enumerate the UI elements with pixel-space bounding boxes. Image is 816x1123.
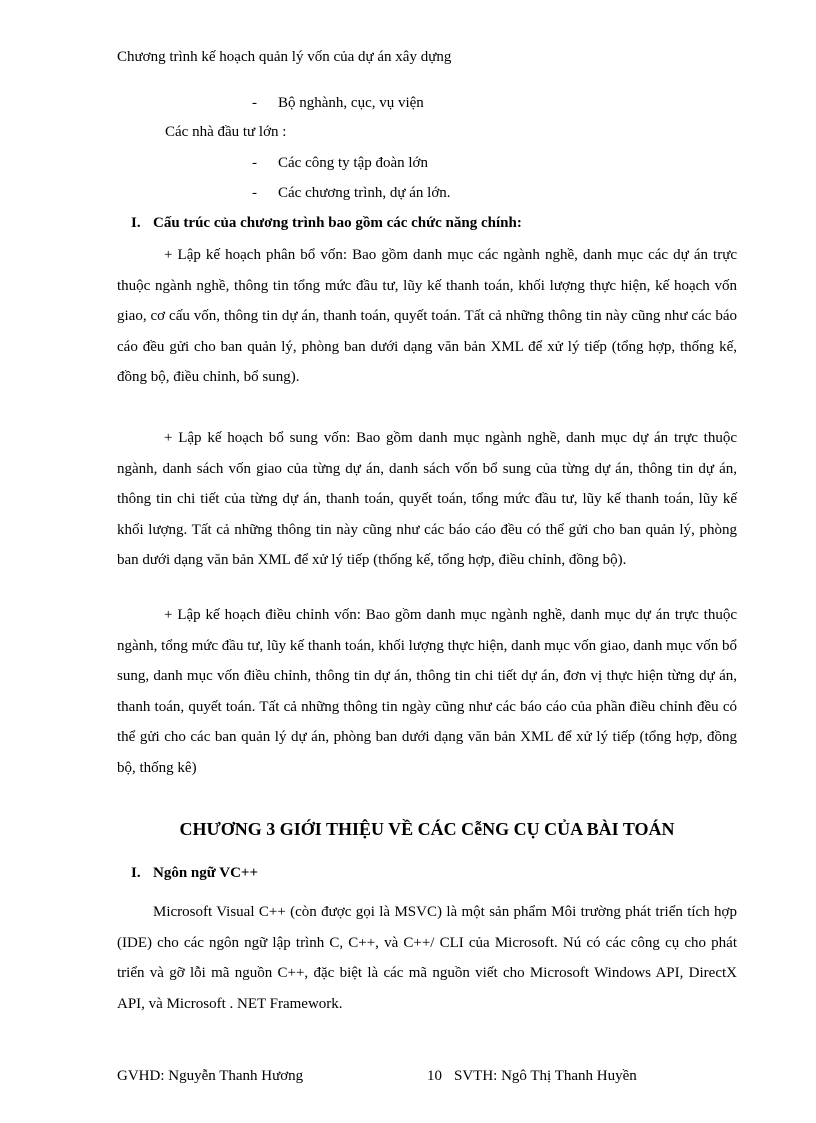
paragraph-text: + Lập kế hoạch phân bổ vốn: Bao gồm danh mục các ngành nghề, danh mục các dự án trực thuộc ngành nghề, thông tin tổng mức đầu tư, lũy kế thanh toán, khối lượng thực hiện, kế hoạch vốn giao, cơ cấu vốn, thông tin dự án, thanh toán, quyết toán. Tất cả những thông tin này cũng như các báo cáo đều gửi cho ban quản lý, phòng ban dưới dạng văn bản XML để xử lý tiếp (tổng hợp, thống kế, đồng bộ, điều chỉnh, bổ sung). (117, 247, 737, 385)
footer-supervisor: GVHD: Nguyễn Thanh Hương (117, 1068, 304, 1084)
page-number: 10 (427, 1068, 442, 1084)
footer-right (427, 1068, 637, 1085)
list-dash: - (252, 155, 257, 171)
list-item-text: Các chương trình, dự án lớn. (278, 185, 451, 201)
section-heading (131, 865, 258, 882)
list-item (252, 155, 428, 172)
paragraph (117, 423, 737, 576)
paragraph (117, 897, 737, 1019)
section-title: Ngôn ngữ VC++ (153, 865, 259, 881)
chapter-title: CHƯƠNG 3 GIỚI THIỆU VỀ CÁC CễNG CỤ CỦA BÀI TOÁN (179, 819, 675, 839)
section-number: I. (131, 215, 141, 231)
list-dash: - (252, 95, 257, 111)
paragraph-text: Microsoft Visual C++ (còn được gọi là MSVC) là một sản phẩm Môi trường phát triển tích hợp (IDE) cho các ngôn ngữ lập trình C, C++, và C++/ CLI của Microsoft. Nú có các công cụ cho phát triển và gỡ lỗi mã nguồn C++, đặc biệt là các mã nguồn viết cho Microsoft Windows API, DirectX API, và Microsoft . NET Framework. (117, 904, 737, 1012)
section-title: Cấu trúc của chương trình bao gồm các chức năng chính: (153, 215, 522, 231)
list-dash: - (252, 185, 257, 201)
list-item-text: Các công ty tập đoàn lớn (278, 155, 428, 171)
footer-student: SVTH: Ngô Thị Thanh Huyền (454, 1068, 637, 1084)
paragraph (117, 600, 737, 783)
page-header-title: Chương trình kế hoạch quản lý vốn của dự án xây dựng (117, 49, 452, 65)
paragraph (117, 240, 737, 393)
list-item (252, 95, 424, 112)
paragraph-text: + Lập kế hoạch điều chỉnh vốn: Bao gồm danh mục ngành nghề, danh mục dự án trực thuộc ngành, tổng mức đầu tư, lũy kế thanh toán, khối lượng thực hiện, danh mục vốn giao, danh mục vốn bổ sung, danh mục vốn điều chỉnh, thông tin dự án, thông tin chi tiết dự án, đơn vị thực hiện từng dự án, thanh toán, quyết toán. Tất cả những thông tin ngày cũng như các báo cáo của phần điều chỉnh đều có thể gửi cho các ban quản lý dự án, phòng ban dưới dạng văn bản XML để xử lý tiếp (tổng hợp, đồng bộ, thống kê) (117, 607, 737, 776)
paragraph-text: + Lập kế hoạch bổ sung vốn: Bao gồm danh mục ngành nghề, danh mục dự án trực thuộc ngành, danh sách vốn giao của từng dự án, danh sách vốn bổ sung của từng dự án, thông tin dự án, thông tin chi tiết của từng dự án, thanh toán, quyết toán, tổng mức đầu tư, lũy kế thanh toán, lũy kế khối lượng. Tất cả những thông tin này cũng như các báo cáo đều có thể gửi cho ban quản lý, phòng ban dưới dạng văn bản XML để xử lý tiếp (thống kế, tổng hợp, điều chỉnh, đồng bộ). (117, 430, 737, 568)
section-heading (131, 215, 522, 232)
list-item (252, 185, 451, 202)
investors-label: Các nhà đầu tư lớn : (165, 124, 287, 140)
list-item-text: Bộ nghành, cục, vụ viện (278, 95, 424, 111)
section-number: I. (131, 865, 141, 881)
